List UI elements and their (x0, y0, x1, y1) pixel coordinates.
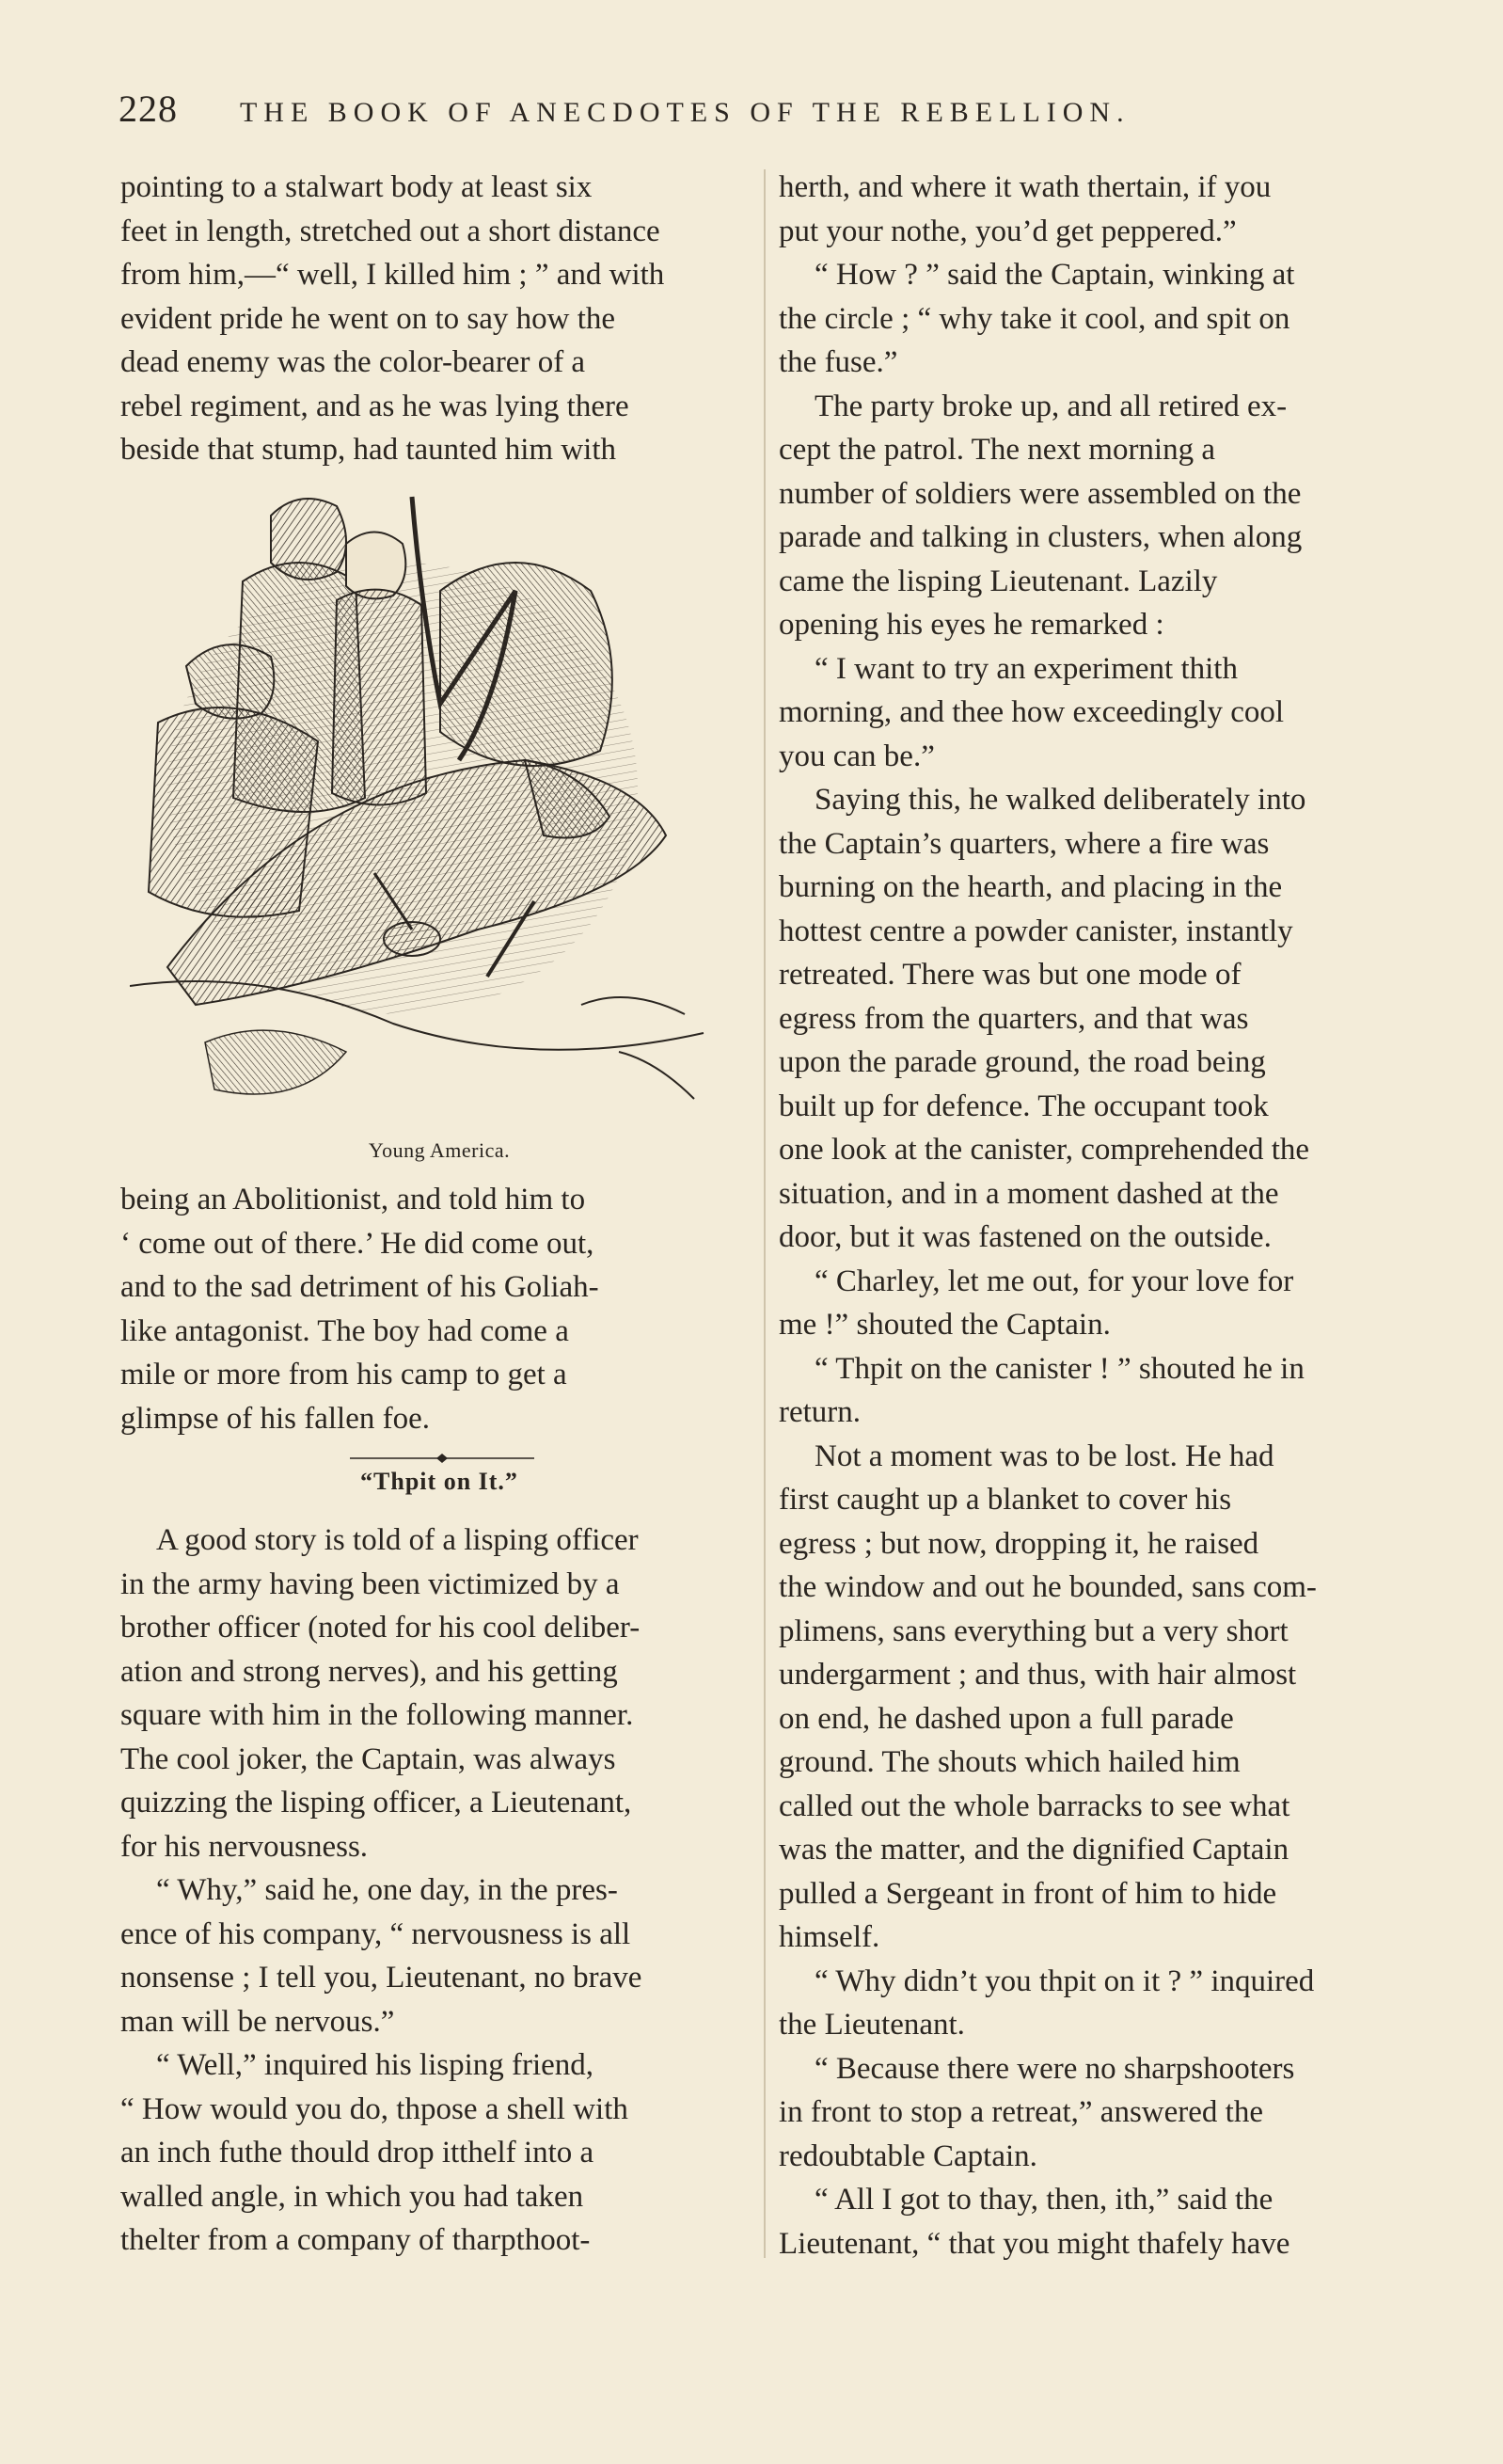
text-line: “ Charley, let me out, for your love for (815, 1264, 1294, 1298)
section-title: “Thpit on It.” (360, 1468, 518, 1495)
text-line: feet in length, stretched out a short distance (120, 214, 660, 248)
text-line: in the army having been victimized by a (120, 1566, 620, 1601)
text-line: opening his eyes he remarked : (779, 608, 1164, 642)
page-number: 228 (119, 87, 178, 130)
text-line: square with him in the following manner. (120, 1698, 634, 1732)
text-line: cept the patrol. The next morning a (779, 433, 1215, 467)
text-line: brother officer (noted for his cool deliber- (120, 1611, 641, 1645)
text-line: nonsense ; I tell you, Lieutenant, no brave (120, 1961, 642, 1995)
text-line: burning on the hearth, and placing in the (779, 870, 1283, 904)
text-line: hottest centre a powder canister, instantly (779, 914, 1293, 948)
text-line: rebel regiment, and as he was lying there (120, 389, 629, 423)
engraving-illustration (130, 478, 751, 1137)
text-line: plimens, sans everything but a very short (779, 1614, 1289, 1648)
column-rule (764, 169, 766, 2258)
left-column-story (120, 1518, 758, 2263)
text-line: one look at the canister, comprehended the (779, 1133, 1310, 1167)
text-line: The party broke up, and all retired ex- (815, 389, 1288, 423)
text-line: on end, he dashed upon a full parade (779, 1701, 1234, 1736)
text-line: ground. The shouts which hailed him (779, 1745, 1241, 1779)
text-line: the circle ; “ why take it cool, and spit on (779, 301, 1290, 336)
text-line: pointing to a stalwart body at least six (120, 170, 593, 204)
text-line: built up for defence. The occupant took (779, 1089, 1269, 1123)
text-line: “ Thpit on the canister ! ” shouted he in (815, 1351, 1305, 1386)
text-line: ence of his company, “ nervousness is all (120, 1916, 631, 1951)
text-line: ‘ come out of there.’ He did come out, (120, 1226, 594, 1261)
text-line: evident pride he went on to say how the (120, 301, 616, 336)
section-divider (350, 1451, 534, 1466)
text-line: like antagonist. The boy had come a (120, 1313, 569, 1348)
text-line: “ Why,” said he, one day, in the pres- (156, 1873, 618, 1907)
text-line: pulled a Sergeant in front of him to hide (779, 1876, 1277, 1911)
text-line: from him,—“ well, I killed him ; ” and with (120, 258, 665, 292)
text-line: number of soldiers were assembled on the (779, 476, 1302, 511)
left-column-continued (120, 1178, 758, 1440)
text-line: called out the whole barracks to see what (779, 1788, 1290, 1823)
text-line: the Captain’s quarters, where a fire was (779, 826, 1270, 861)
text-line: “ All I got to thay, then, ith,” said the (815, 2183, 1274, 2217)
text-line: first caught up a blanket to cover his (779, 1483, 1232, 1517)
text-line: upon the parade ground, the road being (779, 1045, 1266, 1079)
text-line: “ Well,” inquired his lisping friend, (156, 2048, 594, 2082)
text-line: the window and out he bounded, sans com- (779, 1570, 1317, 1604)
text-line: being an Abolitionist, and told him to (120, 1183, 586, 1216)
text-line: morning, and thee how exceedingly cool (779, 695, 1285, 729)
text-line: retreated. There was but one mode of (779, 958, 1242, 992)
text-line: came the lisping Lieutenant. Lazily (779, 564, 1218, 598)
text-line: undergarment ; and thus, with hair almost (779, 1658, 1297, 1692)
text-line: Saying this, he walked deliberately into (815, 783, 1306, 817)
text-line: was the matter, and the dignified Captain (779, 1833, 1289, 1867)
text-line: return. (779, 1395, 862, 1429)
text-line: and to the sad detriment of his Goliah- (120, 1270, 599, 1304)
text-line: for his nervousness. (120, 1829, 369, 1864)
text-line: Lieutenant, “ that you might thafely have (779, 2226, 1290, 2261)
text-line: redoubtable Captain. (779, 2138, 1037, 2173)
text-line: dead enemy was the color-bearer of a (120, 345, 586, 379)
text-line: situation, and in a moment dashed at the (779, 1176, 1279, 1211)
text-line: “ Why didn’t you thpit on it ? ” inquired (815, 1963, 1315, 1998)
text-line: herth, and where it wath thertain, if you (779, 170, 1272, 204)
text-line: glimpse of his fallen foe. (120, 1401, 431, 1436)
right-column (779, 166, 1407, 2265)
text-line: “ I want to try an experiment thith (815, 651, 1238, 686)
text-line: the fuse.” (779, 345, 898, 379)
text-line: man will be nervous.” (120, 2004, 395, 2039)
running-title: THE BOOK OF ANECDOTES OF THE REBELLION. (239, 97, 1131, 128)
text-line: egress from the quarters, and that was (779, 1001, 1249, 1036)
text-line: in front to stop a retreat,” answered the (779, 2095, 1263, 2129)
text-line: himself. (779, 1920, 880, 1954)
left-column-top (120, 166, 758, 472)
text-line: The cool joker, the Captain, was always (120, 1741, 616, 1776)
text-line: quizzing the lisping officer, a Lieutenant, (120, 1786, 632, 1820)
text-line: beside that stump, had taunted him with (120, 433, 617, 467)
text-line: walled angle, in which you had taken (120, 2179, 584, 2214)
text-line: parade and talking in clusters, when along (779, 520, 1303, 554)
text-line: put your nothe, you’d get peppered.” (779, 214, 1237, 248)
text-line: “ How ? ” said the Captain, winking at (815, 258, 1295, 292)
text-line: “ Because there were no sharpshooters (815, 2051, 1295, 2086)
running-header (119, 87, 1247, 143)
figure-caption: Young America. (368, 1138, 511, 1162)
text-line: egress ; but now, dropping it, he raised (779, 1526, 1259, 1561)
text-line: Not a moment was to be lost. He had (815, 1439, 1274, 1473)
text-line: you can be.” (779, 739, 935, 773)
text-line: door, but it was fastened on the outside. (779, 1220, 1272, 1254)
text-line: me !” shouted the Captain. (779, 1308, 1111, 1342)
text-line: ation and strong nerves), and his getting (120, 1654, 618, 1689)
text-line: thelter from a company of tharpthoot- (120, 2223, 591, 2257)
text-line: an inch futhe thould drop itthelf into a (120, 2136, 594, 2170)
text-line: the Lieutenant. (779, 2008, 965, 2042)
text-line: “ How would you do, thpose a shell with (120, 2091, 628, 2126)
text-line: mile or more from his camp to get a (120, 1358, 567, 1391)
text-line: A good story is told of a lisping officer (156, 1523, 639, 1557)
